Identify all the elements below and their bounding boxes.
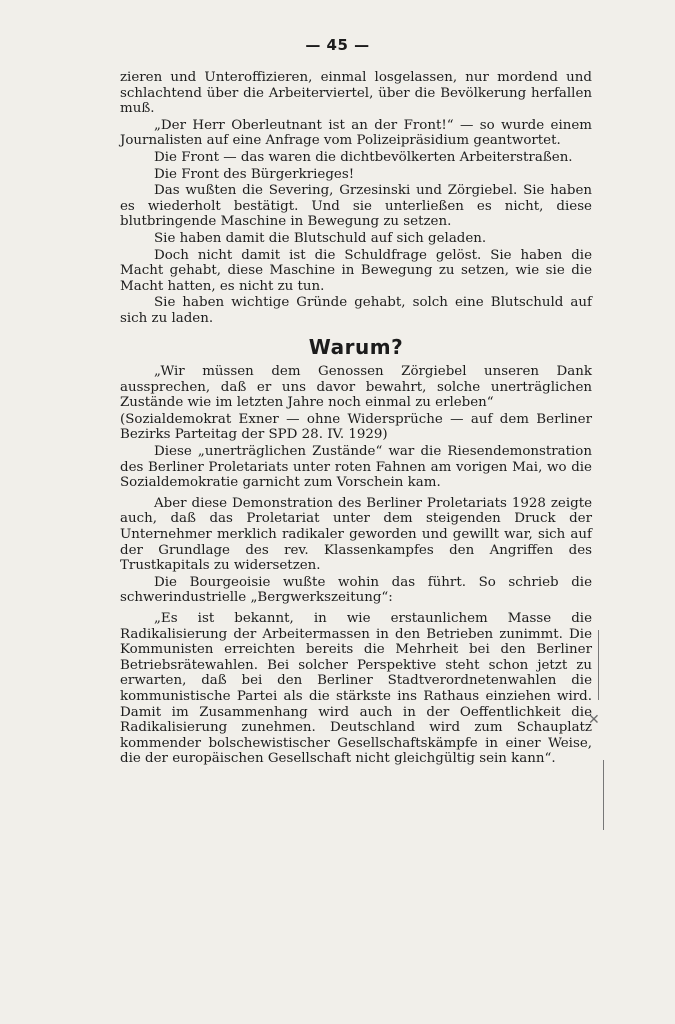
margin-pencil-line <box>598 630 599 700</box>
paragraph: Aber diese Demonstration des Berliner Proletariats 1928 zeigte auch, daß das Proletariat unter dem steigenden Druck der Unternehmer merklich radikaler geworden und gewillt war, sich auf der Grundlage des rev. Klassenkampfes den Angriffen des Trustkapitals zu widersetzen. <box>120 495 592 574</box>
paragraph: „Der Herr Oberleutnant ist an der Front!“ — so wurde einem Journalisten auf eine Anfrage vom Polizeipräsidium geantwortet. <box>120 117 592 149</box>
paragraph: Die Front — das waren die dichtbevölkerten Arbeiterstraßen. <box>154 149 573 165</box>
margin-cross-mark: ✕ <box>588 712 600 728</box>
paragraph: Sie haben wichtige Gründe gehabt, solch eine Blutschuld auf sich zu laden. <box>120 295 592 326</box>
paragraph: Die Front des Bürgerkrieges! <box>154 166 355 182</box>
margin-pencil-line <box>603 760 604 830</box>
paragraph: Diese „unerträglichen Zustände“ war die Riesendemonstration des Berliner Proletariats unter roten Fahnen am vorigen Mai, wo die Sozialdemokratie garnicht zum Vorschein kam. <box>120 444 592 491</box>
body-text <box>120 70 592 768</box>
page-number: — 45 — <box>305 36 370 54</box>
paragraph: Das wußten die Severing, Grzesinski und Zörgiebel. Sie haben es wiederholt bestätigt. Und sie unterließen es nicht, diese blutbringende Maschine in Bewegung zu setzen. <box>120 183 592 230</box>
quote-source: (Sozialdemokrat Exner — ohne Widersprüche — auf dem Berliner Bezirks Parteitag der SPD 28. IV. 1929) <box>120 411 592 443</box>
quote: „Es ist bekannt, in wie erstaunlichem Masse die Radikalisierung der Arbeitermassen in den Betrieben zunimmt. Die Kommunisten erreichten bereits die Mehrheit bei den Berliner Betriebsrätewahlen. Bei solcher Perspektive steht schon jetzt zu erwarten, daß bei den Berliner Stadtverordnetenwahlen die kommunistische Partei als die stärkste ins Rathaus einziehen wird. Damit im Zusammenhang wird auch in der Oeffentlichkeit die Radikalisierung zunehmen. Deutschland wird zum Schauplatz kommender bolschewistischer Gesellschaftskämpfe in einer Weise, die der europäischen Gesellschaft nicht gleichgültig sein kann“. <box>120 611 592 767</box>
paragraph: Die Bourgeoisie wußte wohin das führt. So schrieb die schwerindustrielle „Bergwerkszeitung“: <box>120 574 592 606</box>
paragraph: zieren und Unteroffizieren, einmal losgelassen, nur mordend und schlachtend über die Arbeiterviertel, über die Bevölkerung herfallen muß. <box>120 70 592 117</box>
quote: „Wir müssen dem Genossen Zörgiebel unseren Dank aussprechen, daß er uns davor bewahrt, solche unerträglichen Zustände wie im letzten Jahre noch einmal zu erleben“ <box>120 364 592 411</box>
paragraph: Sie haben damit die Blutschuld auf sich geladen. <box>154 230 487 246</box>
section-heading: Warum? <box>308 334 404 359</box>
paragraph: Doch nicht damit ist die Schuldfrage gelöst. Sie haben die Macht gehabt, diese Maschine in Bewegung zu setzen, wie sie die Macht hatten, es nicht zu tun. <box>120 247 592 294</box>
